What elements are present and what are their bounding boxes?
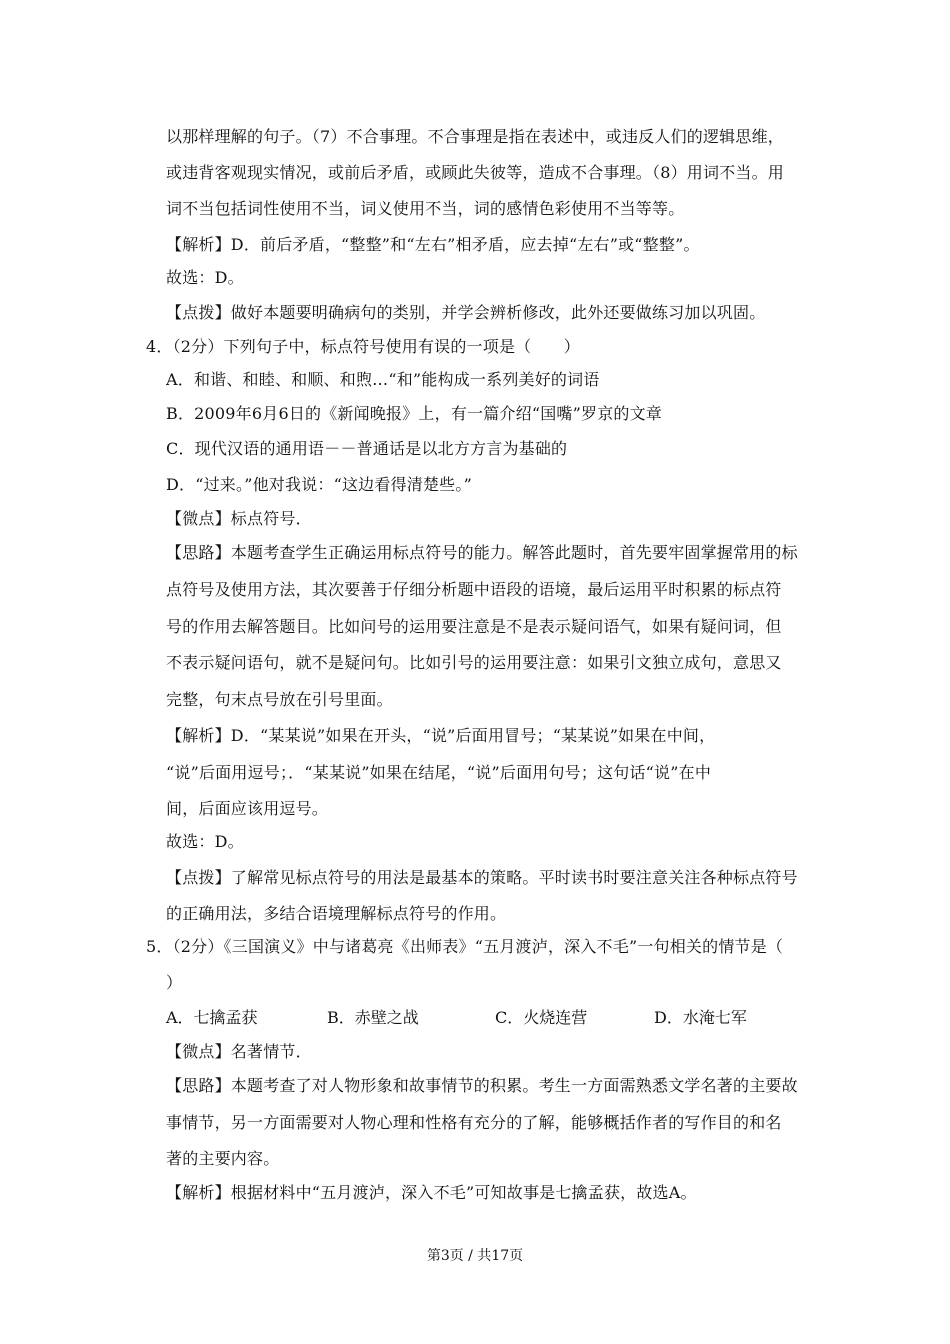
idea-line: 号的作用去解答题目。比如问号的运用要注意是不是表示疑问语气，如果有疑问词，但 bbox=[166, 617, 782, 636]
text-line: 或违背客观现实情况，或前后矛盾，或顾此失彼等，造成不合事理。（8）用词不当。用 bbox=[166, 163, 784, 182]
analysis-line: 间，后面应该用逗号。 bbox=[166, 799, 329, 818]
tip-line: 【点拨】了解常见标点符号的用法是最基本的策略。平时读书时要注意关注各种标点符号 bbox=[166, 868, 798, 887]
option-a: A．和谐、和睦、和顺、和煦…“和”能构成一系列美好的词语 bbox=[166, 370, 600, 389]
micro-point-line: 【微点】标点符号． bbox=[166, 509, 312, 528]
page-footer: 第3页 / 共17页 bbox=[426, 1248, 524, 1264]
idea-line: 不表示疑问语句，就不是疑问句。比如引号的运用要注意：如果引文独立成句，意思又 bbox=[166, 653, 782, 672]
analysis-line: 【解析】D．“某某说”如果在开头，“说”后面用冒号；“某某说”如果在中间， bbox=[166, 726, 716, 745]
option-b: B．2009年6月6日的《新闻晚报》上，有一篇介绍“国嘴”罗京的文章 bbox=[166, 404, 662, 423]
idea-line: 事情节，另一方面需要对人物心理和性格有充分的了解，能够概括作者的写作目的和名 bbox=[166, 1113, 782, 1132]
option-c: C．火烧连营 bbox=[495, 1008, 588, 1027]
question-5-title-cont: ） bbox=[166, 973, 183, 992]
option-d: D．“过来。”他对我说：“这边看得清楚些。” bbox=[166, 475, 472, 494]
idea-line: 完整，句末点号放在引号里面。 bbox=[166, 690, 393, 709]
idea-line: 【思路】本题考查学生正确运用标点符号的能力。解答此题时，首先要牢固掌握常用的标 bbox=[166, 543, 798, 562]
question-4-title: 4．（2分）下列句子中，标点符号使用有误的一项是（ ） bbox=[146, 337, 580, 356]
option-d: D．水淹七军 bbox=[654, 1008, 747, 1027]
question-5-options bbox=[166, 1008, 811, 1028]
answer-line: 故选：D。 bbox=[166, 268, 244, 287]
option-a: A．七擒孟获 bbox=[166, 1008, 258, 1027]
option-b: B．赤壁之战 bbox=[327, 1008, 419, 1027]
text-line: 词不当包括词性使用不当，词义使用不当，词的感情色彩使用不当等等。 bbox=[166, 199, 685, 218]
micro-point-line: 【微点】名著情节． bbox=[166, 1042, 312, 1061]
text-line: 以那样理解的句子。（7）不合事理。不合事理是指在表述中，或违反人们的逻辑思维， bbox=[166, 127, 784, 146]
option-c: C．现代汉语的通用语－－普通话是以北方方言为基础的 bbox=[166, 439, 568, 458]
tip-line: 的正确用法，多结合语境理解标点符号的作用。 bbox=[166, 904, 507, 923]
question-5-title: 5．（2分）《三国演义》中与诸葛亮《出师表》“五月渡泸，深入不毛”一句相关的情节是（ bbox=[146, 937, 784, 956]
idea-line: 著的主要内容。 bbox=[166, 1149, 280, 1168]
analysis-line: 【解析】D．前后矛盾，“整整”和“左右”相矛盾，应去掉“左右”或“整整”。 bbox=[166, 235, 700, 254]
analysis-line: “说”后面用逗号；．“某某说”如果在结尾，“说”后面用句号；这句话“说”在中 bbox=[166, 763, 712, 782]
tip-line: 【点拨】做好本题要明确病句的类别，并学会辨析修改，此外还要做练习加以巩固。 bbox=[166, 303, 766, 322]
idea-line: 【思路】本题考查了对人物形象和故事情节的积累。考生一方面需熟悉文学名著的主要故 bbox=[166, 1076, 798, 1095]
answer-line: 故选：D。 bbox=[166, 832, 244, 851]
analysis-line: 【解析】根据材料中“五月渡泸，深入不毛”可知故事是七擒孟获，故选A。 bbox=[166, 1183, 697, 1202]
idea-line: 点符号及使用方法，其次要善于仔细分析题中语段的语境，最后运用平时积累的标点符 bbox=[166, 580, 782, 599]
